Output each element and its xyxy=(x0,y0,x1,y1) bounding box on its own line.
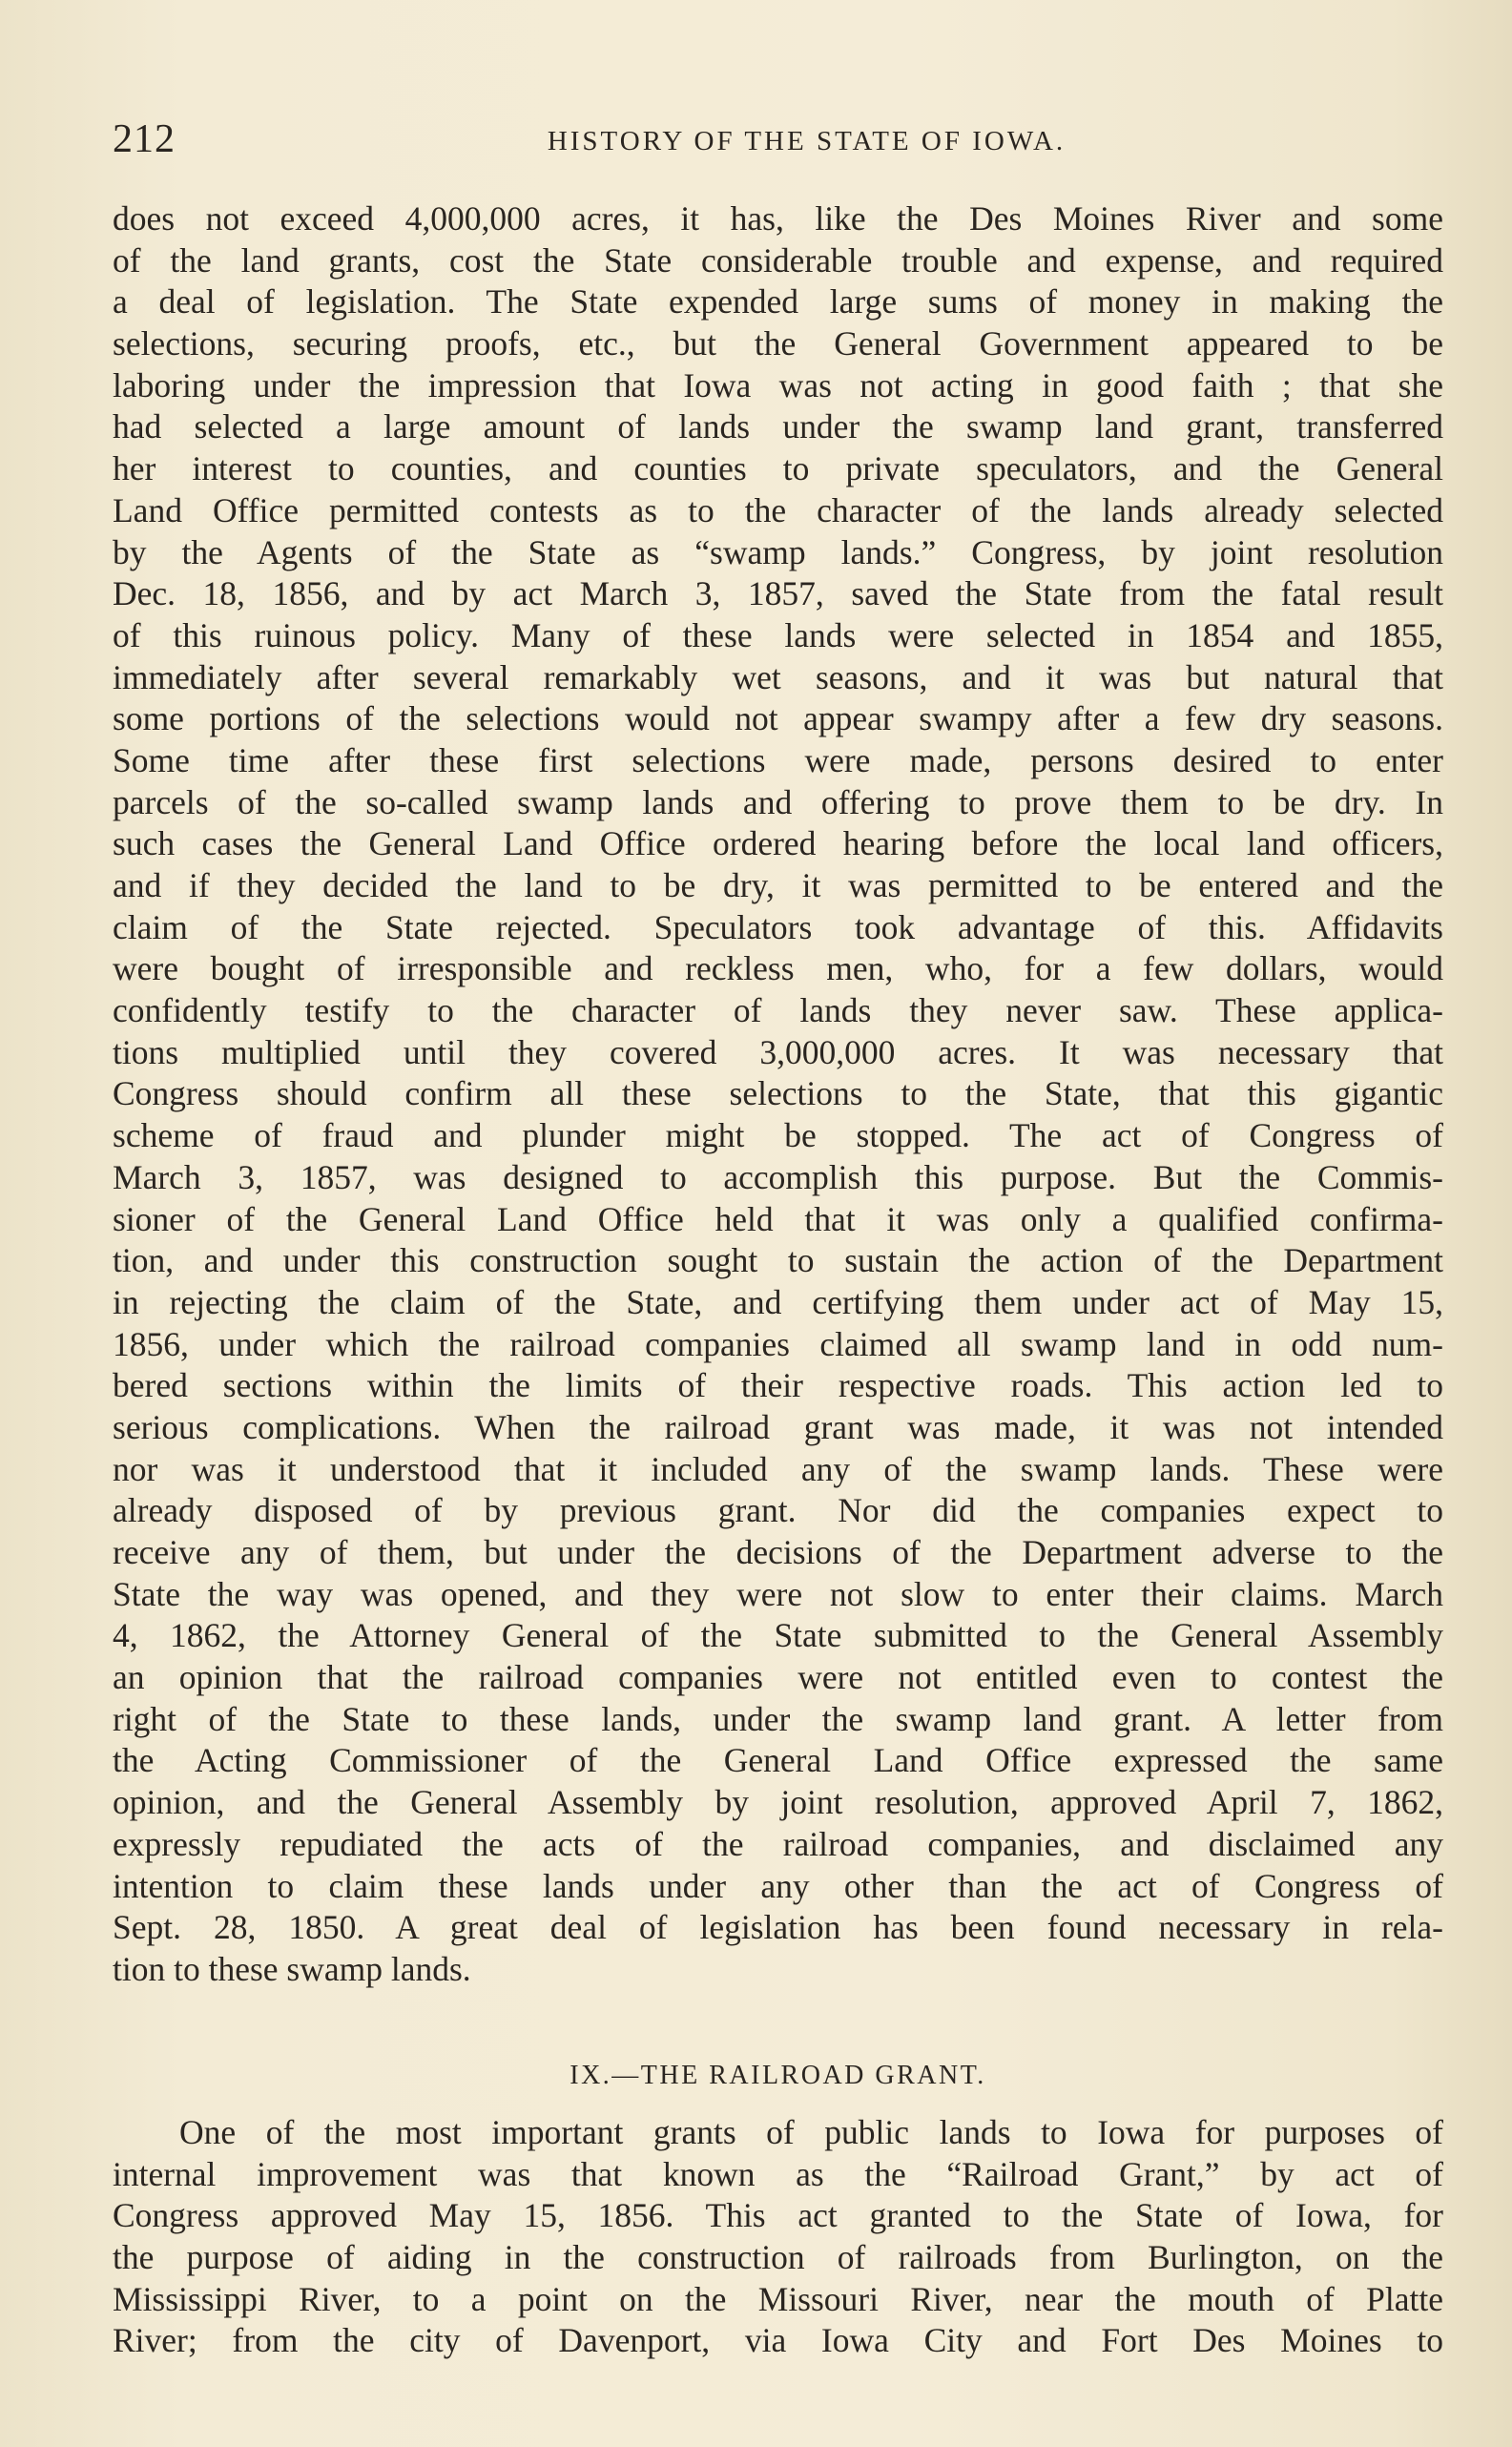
text-line: claim of the State rejected. Speculators took advantage of this. Affidavits xyxy=(113,907,1443,946)
text-line: a deal of legislation. The State expended large sums of money in making the xyxy=(113,282,1443,321)
text-line: laboring under the impression that Iowa was not acting in good faith ; that she xyxy=(113,365,1443,404)
text-line: opinion, and the General Assembly by joint resolution, approved April 7, 1862, xyxy=(113,1783,1443,1822)
text-line: scheme of fraud and plunder might be stopped. The act of Congress of xyxy=(113,1116,1443,1155)
text-line: receive any of them, but under the decisions of the Department adverse to the xyxy=(113,1533,1443,1571)
paragraph-railroad-grant xyxy=(113,2112,1443,2362)
text-line: by the Agents of the State as “swamp lands.” Congress, by joint resolution xyxy=(113,532,1443,571)
running-title: HISTORY OF THE STATE OF IOWA. xyxy=(547,126,1067,156)
text-line: her interest to counties, and counties to private speculators, and the General xyxy=(113,449,1443,488)
text-line: tion, and under this construction sought to sustain the action of the Department xyxy=(113,1241,1443,1280)
text-line: tion to these swamp lands. xyxy=(113,1949,471,1988)
text-line: March 3, 1857, was designed to accomplish this purpose. But the Commis- xyxy=(113,1157,1443,1196)
paragraph-swamp-lands xyxy=(113,198,1443,1991)
text-line: 4, 1862, the Attorney General of the State submitted to the General Assembly xyxy=(113,1616,1443,1655)
text-line: 1856, under which the railroad companies claimed all swamp land in odd num- xyxy=(113,1324,1443,1363)
text-line: such cases the General Land Office ordered hearing before the local land officers, xyxy=(113,824,1443,863)
text-line: sioner of the General Land Office held that it was only a qualified confirma- xyxy=(113,1199,1443,1238)
text-line: the purpose of aiding in the construction of railroads from Burlington, on the xyxy=(113,2238,1443,2277)
text-line: right of the State to these lands, under the swamp land grant. A letter from xyxy=(113,1699,1443,1738)
text-line: One of the most important grants of public lands to Iowa for purposes of xyxy=(179,2113,1443,2151)
page-header xyxy=(113,116,1443,164)
text-line: immediately after several remarkably wet seasons, and it was but natural that xyxy=(113,657,1443,696)
text-line: River; from the city of Davenport, via Iowa City and Fort Des Moines to xyxy=(113,2321,1443,2360)
page-number: 212 xyxy=(113,117,176,161)
text-line: tions multiplied until they covered 3,000,000 acres. It was necessary that xyxy=(113,1032,1443,1071)
text-line: an opinion that the railroad companies were not entitled even to contest the xyxy=(113,1658,1443,1697)
text-line: internal improvement was that known as the “Railroad Grant,” by act of xyxy=(113,2154,1443,2193)
text-line: had selected a large amount of lands under the swamp land grant, transferred xyxy=(113,407,1443,446)
text-line: the Acting Commissioner of the General Land Office expressed the same xyxy=(113,1741,1443,1780)
text-line: State the way was opened, and they were not slow to enter their claims. March xyxy=(113,1574,1443,1613)
text-line: and if they decided the land to be dry, it was permitted to be entered and the xyxy=(113,866,1443,904)
text-line: Some time after these first selections were made, persons desired to enter xyxy=(113,740,1443,779)
text-line: nor was it understood that it included any of the swamp lands. These were xyxy=(113,1449,1443,1488)
text-line: Land Office permitted contests as to the character of the lands already selected xyxy=(113,490,1443,529)
text-line: expressly repudiated the acts of the railroad companies, and disclaimed any xyxy=(113,1824,1443,1863)
text-line: parcels of the so-called swamp lands and offering to prove them to be dry. In xyxy=(113,782,1443,821)
text-line: some portions of the selections would not appear swampy after a few dry seasons. xyxy=(113,699,1443,738)
text-line: bered sections within the limits of their respective roads. This action led to xyxy=(113,1366,1443,1405)
text-line: Mississippi River, to a point on the Missouri River, near the mouth of Platte xyxy=(113,2279,1443,2318)
text-line: were bought of irresponsible and reckless men, who, for a few dollars, would xyxy=(113,949,1443,988)
text-line: serious complications. When the railroad grant was made, it was not intended xyxy=(113,1407,1443,1446)
text-line: of this ruinous policy. Many of these lands were selected in 1854 and 1855, xyxy=(113,615,1443,654)
text-line: of the land grants, cost the State considerable trouble and expense, and required xyxy=(113,240,1443,280)
text-line: Sept. 28, 1850. A great deal of legislation has been found necessary in rela- xyxy=(113,1908,1443,1947)
text-line: Congress should confirm all these selections to the State, that this gigantic xyxy=(113,1074,1443,1113)
text-line: confidently testify to the character of lands they never saw. These applica- xyxy=(113,991,1443,1030)
text-line: does not exceed 4,000,000 acres, it has, like the Des Moines River and some xyxy=(113,199,1443,238)
section-heading: IX.—THE RAILROAD GRANT. xyxy=(570,2061,986,2090)
text-line: intention to claim these lands under any other than the act of Congress of xyxy=(113,1866,1443,1905)
text-line: already disposed of by previous grant. Nor did the companies expect to xyxy=(113,1491,1443,1530)
text-line: selections, securing proofs, etc., but the General Government appeared to be xyxy=(113,324,1443,363)
text-line: Congress approved May 15, 1856. This act granted to the State of Iowa, for xyxy=(113,2196,1443,2235)
text-line: in rejecting the claim of the State, and certifying them under act of May 15, xyxy=(113,1282,1443,1321)
text-line: Dec. 18, 1856, and by act March 3, 1857, saved the State from the fatal result xyxy=(113,574,1443,613)
